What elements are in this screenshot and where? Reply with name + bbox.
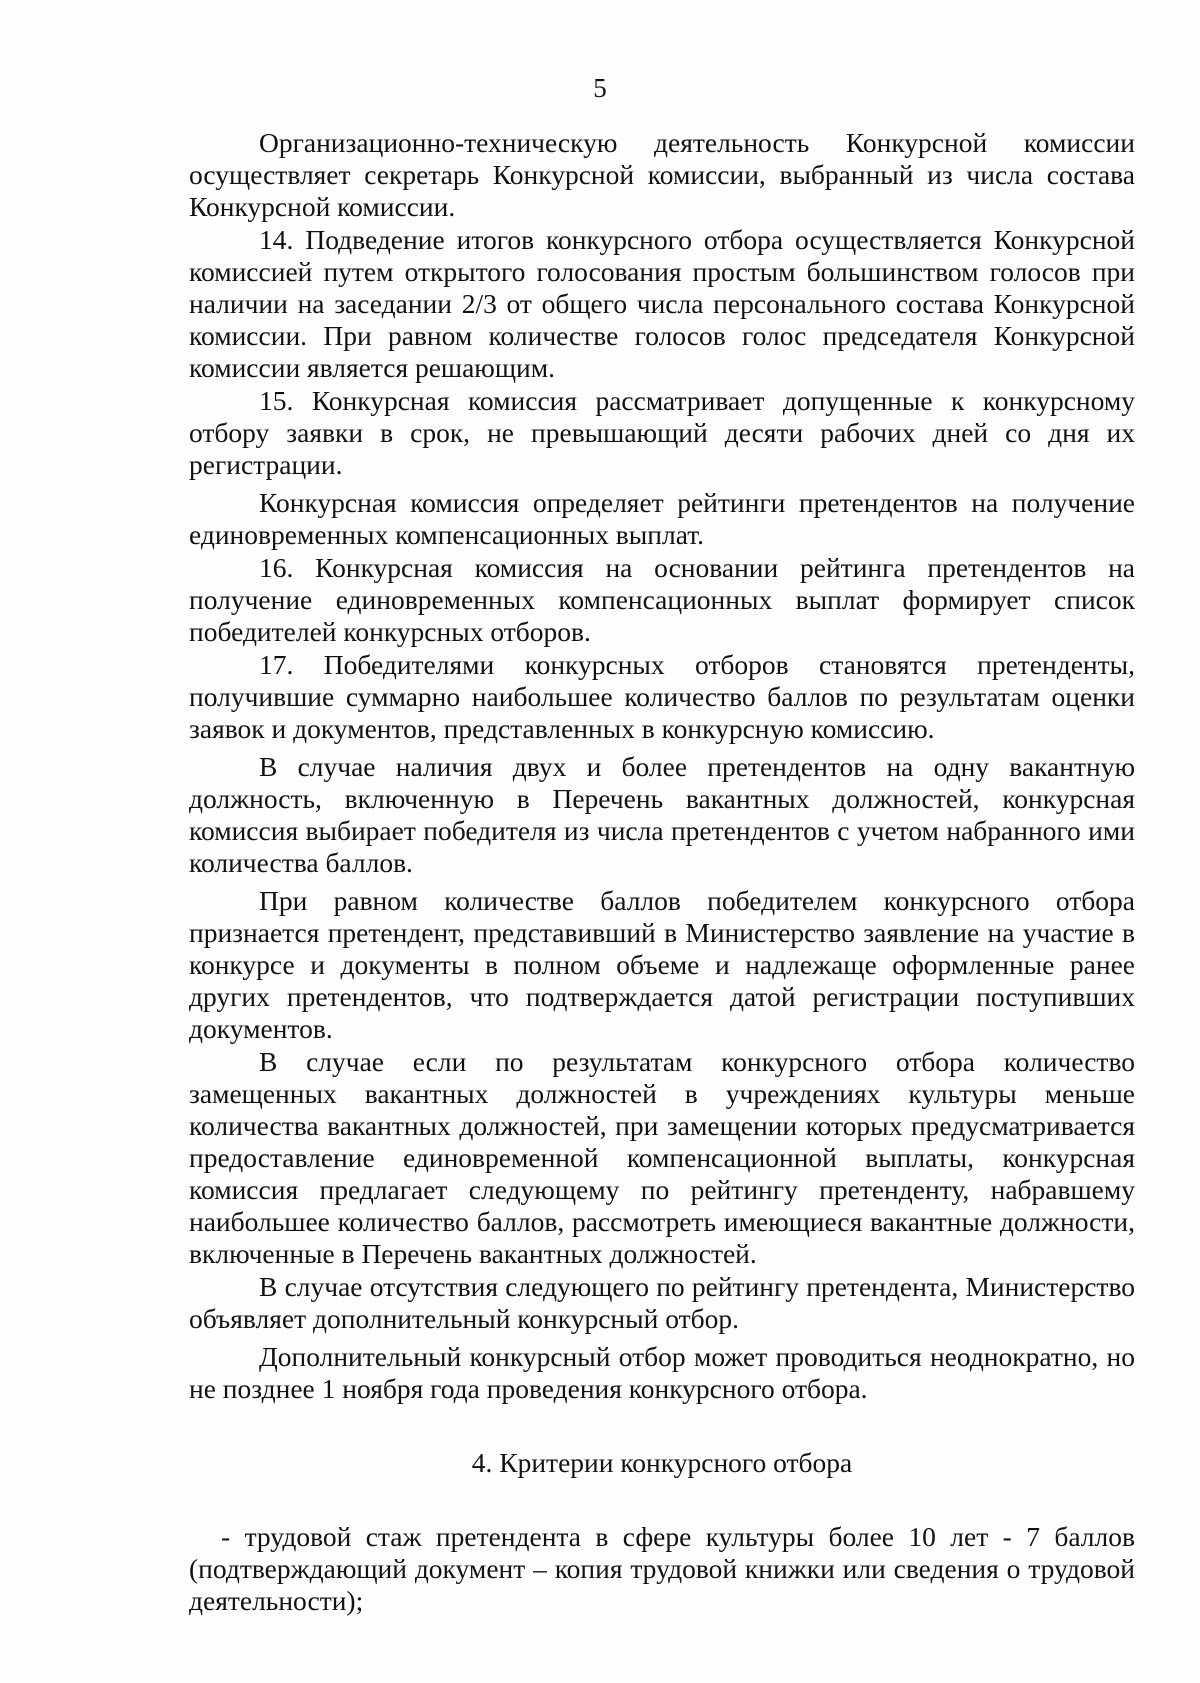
- paragraph-15: 15. Конкурсная комиссия рассматривает допущенные к конкурсному отбору заявки в срок, не превышающий десяти рабочих дней со дня их регистрации.: [189, 385, 1135, 480]
- paragraph-secretary: Организационно-техническую деятельность Конкурсной комиссии осуществляет секретарь Конкурсной комиссии, выбранный из числа состава Конкурсной комиссии.: [189, 127, 1135, 222]
- paragraph-no-candidate: В случае отсутствия следующего по рейтингу претендента, Министерство объявляет дополнительный конкурсный отбор.: [189, 1271, 1135, 1334]
- page-number: 5: [593, 73, 607, 103]
- paragraph-additional-selection: Дополнительный конкурсный отбор может проводиться неоднократно, но не позднее 1 ноября года проведения конкурсного отбора.: [189, 1341, 1135, 1404]
- paragraph-ratings: Конкурсная комиссия определяет рейтинги претендентов на получение единовременных компенсационных выплат.: [189, 487, 1135, 550]
- paragraph-17: 17. Победителями конкурсных отборов становятся претенденты, получившие суммарно наибольшее количество баллов по результатам оценки заявок и документов, представленных в конкурсную комиссию.: [189, 649, 1135, 744]
- section-heading: 4. Критерии конкурсного отбора: [471, 1447, 853, 1478]
- paragraph-vacancies: В случае если по результатам конкурсного отбора количество замещенных вакантных должностей в учреждениях культуры меньше количества вакантных должностей, при замещении которых предусматривается предоставление единовременной компенсационной выплаты, конкурсная комиссия предлагает следующему по рейтингу претенденту, набравшему наибольшее количество баллов, рассмотреть имеющиеся вакантные должности, включенные в Перечень вакантных должностей.: [189, 1046, 1135, 1269]
- paragraph-16: 16. Конкурсная комиссия на основании рейтинга претендентов на получение единовременных компенсационных выплат формирует список победителей конкурсных отборов.: [189, 552, 1135, 647]
- criteria-item-experience: - трудовой стаж претендента в сфере культуры более 10 лет - 7 баллов (подтверждающий документ – копия трудовой книжки или сведения о трудовой деятельности);: [189, 1521, 1135, 1616]
- document-body: [189, 127, 1135, 1617]
- paragraph-equal-points: При равном количестве баллов победителем конкурсного отбора признается претендент, представивший в Министерство заявление на участие в конкурсе и документы в полном объеме и надлежаще оформленные ранее других претендентов, что подтверждается датой регистрации поступивших документов.: [189, 885, 1135, 1044]
- paragraph-two-candidates: В случае наличия двух и более претендентов на одну вакантную должность, включенную в Перечень вакантных должностей, конкурсная комиссия выбирает победителя из числа претендентов с учетом набранного ими количества баллов.: [189, 751, 1135, 878]
- paragraph-14: 14. Подведение итогов конкурсного отбора осуществляется Конкурсной комиссией путем открытого голосования простым большинством голосов при наличии на заседании 2/3 от общего числа персонального состава Конкурсной комиссии. При равном количестве голосов голос председателя Конкурсной комиссии является решающим.: [189, 224, 1135, 383]
